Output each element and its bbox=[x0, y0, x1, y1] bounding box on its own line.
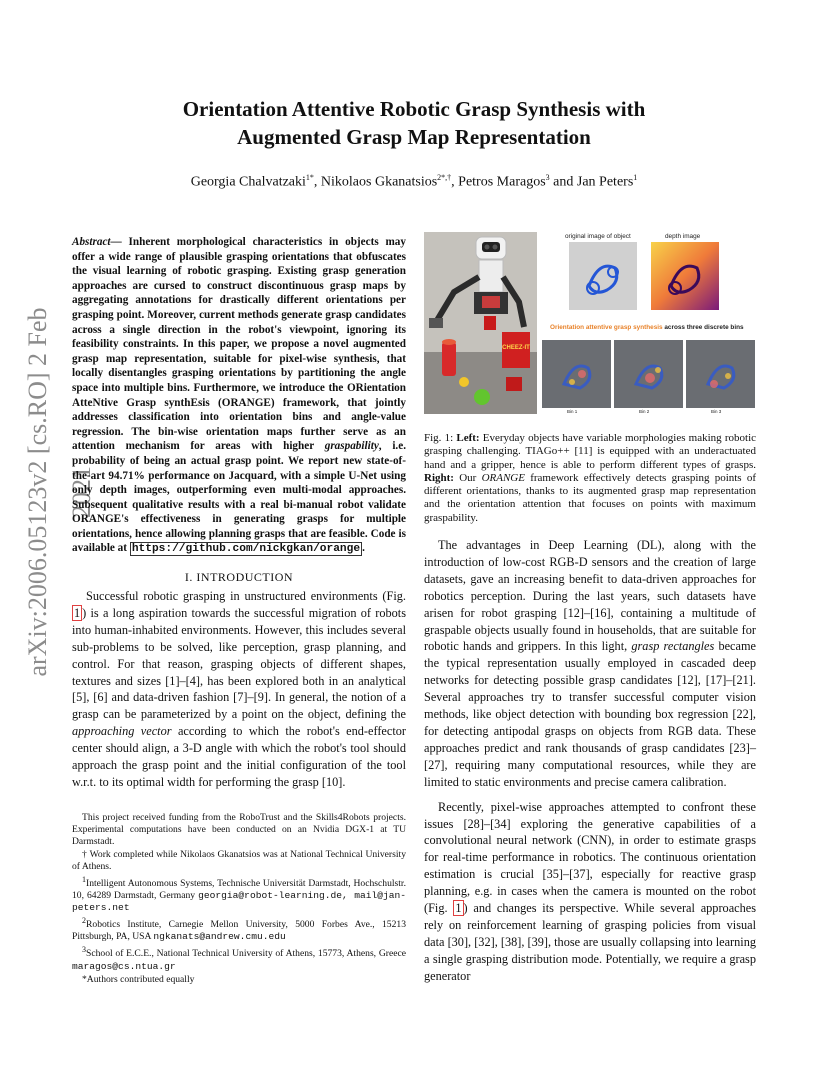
caption-italic: ORANGE bbox=[481, 471, 525, 484]
intro-text: Successful robotic grasping in unstructured environments (Fig. bbox=[86, 589, 406, 603]
abstract-italic: graspability bbox=[324, 440, 379, 453]
bin-3-map bbox=[686, 340, 755, 408]
footnote-text: Robotics Institute, Carnegie Mellon University, 5000 Forbes Ave., 15213 Pittsburgh, PA, USA bbox=[72, 919, 406, 943]
intro-text: ) is a long aspiration towards the successful migration of robots into human-inhabited environments. However, this includes several sub-problems to be solved, like perception, grasp planning, and control. For that reason, grasping objects of different shapes, textures and sizes [1]–[4], has been explored both in an analytical [5], [6] and data-driven fashion [7]–[9]. In general, the notion of a grasp can be parameterized by a point on the object, defining the bbox=[72, 605, 406, 722]
label-original-image: original image of object bbox=[565, 233, 631, 240]
footnote-equal: *Authors contributed equally bbox=[82, 973, 195, 985]
author-name: Petros Maragos bbox=[458, 174, 546, 190]
caption-right: Right: bbox=[424, 471, 454, 484]
footnote-sup: 1 bbox=[82, 875, 86, 884]
robot-illustration bbox=[424, 232, 537, 414]
abstract-text: Inherent morphological characteristics in objects may offer a wide range of plausible grasping orientations that obfuscates the visual learning of robotic grasping. Existing grasp generation approaches are cursed to construct discontinuous grasp maps by aggregating annotations for drastically different orientations per grasping point. Moreover, current methods generate grasp candidates across a single direction in the robot's viewpoint, ignoring its feasibility constraints. In this paper, we propose a novel augmented grasp map representation, suitable for pixel-wise synthesis, that locally disentangles grasping orientations by partitioning the angle space into multiple bins. Furthermore, we introduce the ORientation AtteNtive Grasp synthEsis (ORANGE) framework, that jointly addresses classification into orientation bins and angle-value regression. The bin-wise orientation maps further serve as an attention mechanism for areas with higher bbox=[72, 236, 406, 453]
figure-ref-link[interactable]: 1 bbox=[455, 901, 462, 916]
paper-title bbox=[0, 95, 828, 151]
paragraph-text: ) and changes its perspective. While several approaches rely on reinforcement learning of grasping policies from visual data [30], [32], [38], [39], those are usually collapsing into learning a single grasping distribution mode. Potentially, we require a grasp generator bbox=[424, 901, 757, 983]
intro-paragraph bbox=[72, 588, 406, 791]
caption-text: Everyday objects have variable morphologies making robotic grasping challenging. TIAGo++ [11] is equipped with an underactuated hand and a gripper, hence is able to perform different types of grasps. bbox=[424, 432, 757, 471]
bin-1-map bbox=[542, 340, 611, 408]
footnote-email[interactable]: georgia@robot-learning.de, mail@jan-peters.net bbox=[72, 890, 407, 914]
footnote-funding: This project received funding from the RoboTrust and the Skills4Robots projects. Experimental computations have been conducted on an Nvidia DGX-1 at TU Darmstadt. bbox=[72, 812, 406, 847]
section-heading: I. INTRODUCTION bbox=[184, 570, 294, 584]
author-affil: 1* bbox=[305, 173, 314, 182]
intro-italic: approaching vector bbox=[72, 724, 172, 739]
abstract bbox=[72, 235, 406, 557]
bin-1-label: Bin 1 bbox=[567, 409, 578, 414]
author-list: Georgia Chalvatzaki$^{1*}$, Nikolaos Gkanatsios$^{2*,\dagger}$, Petros Maragos$^3$ and Jan Peters$^1$ bbox=[190, 173, 638, 190]
footnote-affil-3 bbox=[72, 944, 406, 972]
footnote-text: Intelligent Autonomous Systems, Technische Universität Darmstadt, Hochschulstr. 10, 64289 Darmstadt, Germany bbox=[72, 878, 406, 902]
figure-ref-link[interactable]: 1 bbox=[74, 605, 81, 620]
original-object-image bbox=[569, 242, 637, 310]
author-and: and bbox=[553, 174, 574, 190]
footnotes bbox=[72, 812, 406, 987]
figure-caption bbox=[424, 432, 756, 525]
author-affil: 1 bbox=[633, 173, 638, 182]
arxiv-stamp: arXiv:2006.05123v2 [cs.RO] 2 Feb 2021 bbox=[23, 307, 96, 677]
bin-3-label: Bin 3 bbox=[711, 409, 722, 414]
footnote-note: † Work completed while Nikolaos Gkanatsios was at National Technical University of Athens. bbox=[72, 849, 406, 872]
paragraph-text: The advantages in Deep Learning (DL), along with the introduction of low-cost RGB-D sensors and the creation of large datasets, gave an increasing benefit to data-driven approaches for robotics perception. During the last years, such datasets have arisen for robot grasping [12]–[16], containing a multitude of graspable objects usually found in households, that are suitable for robotic hands and grippers. In this light, bbox=[424, 538, 756, 654]
paragraph bbox=[424, 537, 756, 791]
depth-image bbox=[651, 242, 719, 310]
footnote-text: School of E.C.E., National Technical University of Athens, 15773, Athens, Greece bbox=[86, 948, 406, 960]
right-column-body bbox=[424, 537, 756, 985]
code-link[interactable]: https://github.com/nickgkan/orange bbox=[131, 543, 361, 556]
caption-text: Our bbox=[453, 471, 482, 484]
paragraph-text: became the typical representation usually employed in cascaded deep networks for detecting possible grasp candidates [12], [17]–[21]. Several approaches try to transfer successful computer vision methods, like object detection with bounding box regression [22], for detecting antipodal grasps on objects from RGB data. These approaches predict and rank thousands of grasp candidates [23]–[27], requiring many computational resources, while they are limited to static environments and precise camera calibration. bbox=[424, 639, 756, 789]
label-synthesis-rest: across three discrete bins bbox=[662, 324, 744, 331]
footnote-affil-1 bbox=[72, 874, 406, 914]
cheezit-label: CHEEZ-IT bbox=[502, 345, 530, 351]
author-name: Nikolaos Gkanatsios bbox=[320, 174, 438, 190]
footnote-sup: 3 bbox=[82, 945, 86, 955]
title-line-1: Orientation Attentive Robotic Grasp Synthesis with bbox=[182, 97, 646, 121]
paragraph-italic: grasp rectangles bbox=[631, 639, 715, 654]
bin-2-label: Bin 2 bbox=[639, 409, 650, 414]
abstract-period: . bbox=[362, 542, 365, 555]
caption-left: Left: bbox=[456, 432, 480, 444]
bin-2-map bbox=[614, 340, 683, 408]
title-line-2: Augmented Grasp Map Representation bbox=[237, 125, 591, 149]
robot-photo bbox=[424, 232, 537, 414]
footnote-sup: 2 bbox=[82, 916, 86, 926]
author-affil: 2*,† bbox=[437, 173, 452, 182]
caption-lead: Fig. 1: bbox=[424, 432, 457, 444]
footnote-email[interactable]: ngkanats@andrew.cmu.edu bbox=[153, 931, 286, 943]
footnote-affil-2 bbox=[72, 915, 406, 943]
footnote-email[interactable]: maragos@cs.ntua.gr bbox=[72, 960, 176, 972]
paragraph bbox=[424, 799, 756, 985]
author-name: Georgia Chalvatzaki bbox=[190, 174, 306, 190]
intro-text: according to which the robot's end-effector center should align, a 3-D angle with which the robot's tool should approach the grasp point and the initial configuration of the tool w.r.t. to its optimal width for performing the grasp [10]. bbox=[72, 724, 406, 789]
caption-text: framework effectively detects grasping points of different orientations, thanks to its augmented grasp map representation and the orientation attention that focuses on points with maximum graspability. bbox=[424, 471, 756, 524]
abstract-dash: — bbox=[110, 236, 122, 248]
grasp-visualization-panel bbox=[539, 232, 756, 414]
label-synthesis bbox=[550, 324, 744, 331]
abstract-lead: Abstract bbox=[72, 236, 111, 248]
author-name: Jan Peters bbox=[576, 174, 634, 190]
label-depth-image: depth image bbox=[665, 233, 701, 240]
abstract-text-2: , i.e. probability of being an actual grasp point. We report new state-of-the-art 94.71% performance on Jacquard, with a simple U-Net using only depth images, outperforming even multi-modal approaches. Subsequent qualitative results with a real bi-manual robot validate ORANGE's effectiveness in generating grasps for multiple orientations, hence allowing planning grasps that are feasible. Code is available at bbox=[72, 440, 406, 555]
author-affil: 3 bbox=[545, 173, 550, 182]
label-synthesis-orange: Orientation attentive grasp synthesis bbox=[550, 324, 663, 331]
paragraph-text: Recently, pixel-wise approaches attempted to confront these issues [28]–[34] exploring the generative capabilities of a convolutional neural network (CNN), in order to estimate grasps for real-time performance in robotics. The continuous orientation estimation is crucial [35]–[37], especially for reactive grasp planning, e.g. in cases when the camera is mounted on the robot (Fig. bbox=[424, 799, 756, 916]
figure-1 bbox=[424, 232, 756, 414]
